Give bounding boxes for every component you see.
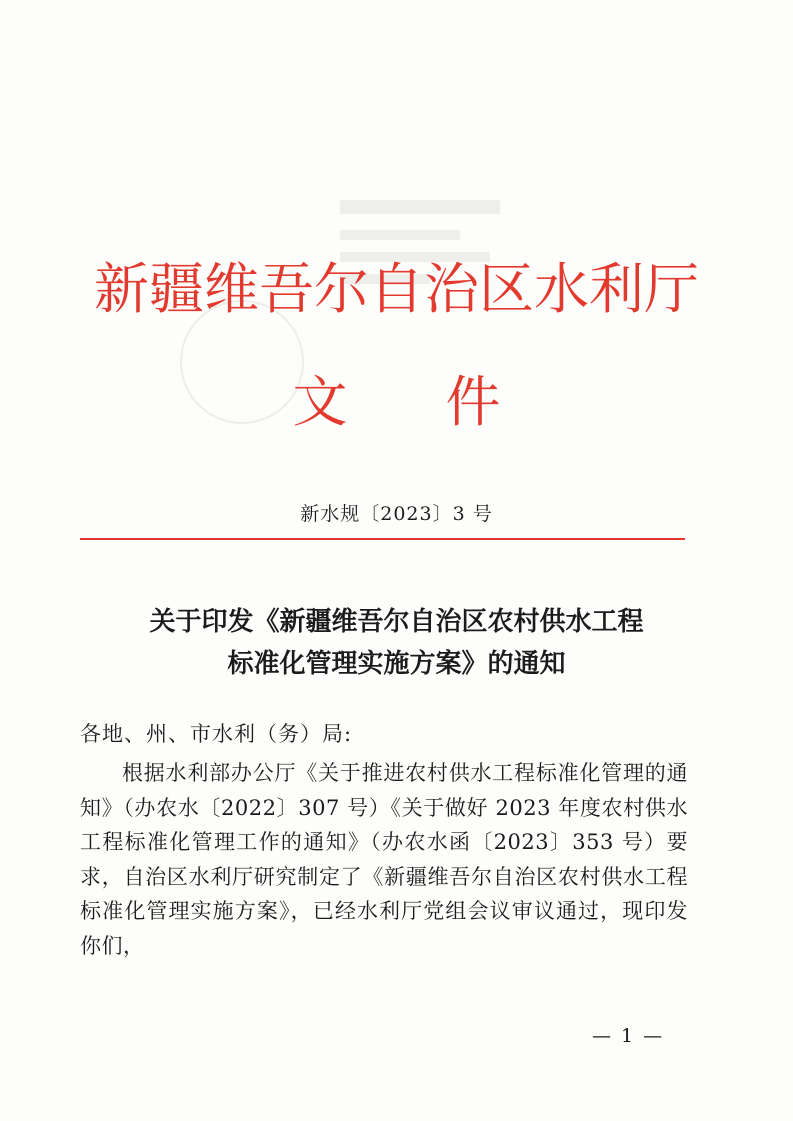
- notice-title: [0, 601, 793, 685]
- title-line-2: 标准化管理实施方案》的通知: [227, 649, 566, 679]
- page-number: — 1 —: [592, 1025, 665, 1047]
- salutation: 各地、州、市水利（务）局:: [80, 722, 353, 746]
- title-line-1: 关于印发《新疆维吾尔自治区农村供水工程: [149, 607, 644, 637]
- issuer-name: 新疆维吾尔自治区水利厅: [93, 257, 699, 321]
- red-divider-line: [80, 538, 685, 540]
- body-paragraph: 根据水利部办公厅《关于推进农村供水工程标准化管理的通知》（办农水〔2022〕307 号）《关于做好 2023 年度农村供水工程标准化管理工作的通知》（办农水函〔2023〕353 号）要求，自治区水利厅研究制定了《新疆维吾尔自治区农村供水工程标准化管理实施方案》，已经水利厅党组会议审议通过，现印发你们，: [80, 761, 688, 958]
- document-number: 新水规〔2023〕3 号: [300, 503, 493, 525]
- document-label: 文件: [292, 370, 599, 434]
